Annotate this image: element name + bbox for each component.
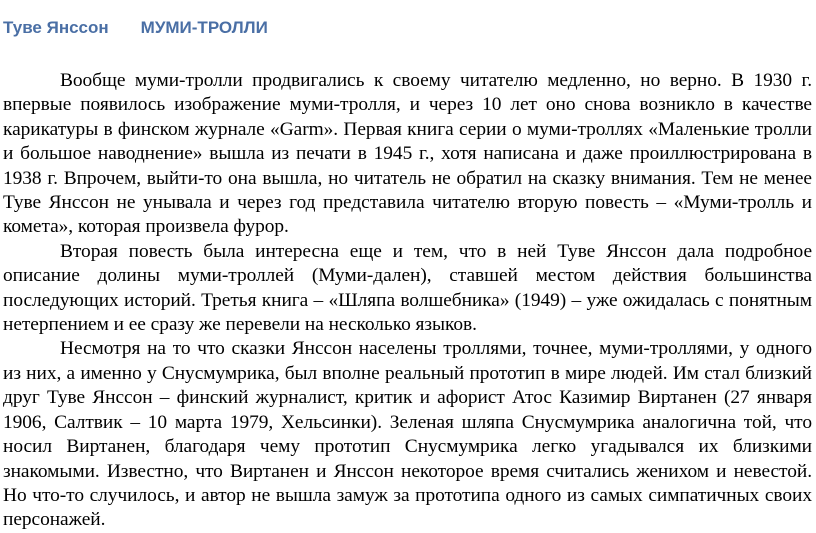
book-title: МУМИ-ТРОЛЛИ (140, 18, 268, 37)
document-header (3, 15, 812, 55)
author-name: Туве Янссон (3, 18, 109, 37)
paragraph: Вообще муми-тролли продвигались к своему читателю медленно, но верно. В 1930 г. впервые появилось изображение муми-тролля, и через 10 лет оно снова возникло в качестве карикатуры в финском журнале «Garm». Первая книга серии о муми-троллях «Маленькие тролли и большое наводнение» вышла из печати в 1945 г., хотя написана и даже проиллюстрирована в 1938 г. Впрочем, выйти-то она вышла, но читатель не обратил на сказку внимания. Тем не менее Туве Янссон не унывала и через год представила читателю вторую повесть – «Муми-тролль и комета», которая произвела фурор. (3, 70, 812, 238)
paragraph: Несмотря на то что сказки Янссон населены троллями, точнее, муми-троллями, у одного из них, а именно у Снусмумрика, был вполне реальный прототип в мире людей. Им стал близкий друг Туве Янссон – финский журналист, критик и афорист Атос Казимир Виртанен (27 января 1906, Салтвик – 10 марта 1979, Хельсинки). Зеленая шляпа Снусмумрика аналогична той, что носил Виртанен, благодаря чему прототип Снусмумрика легко угадывался их близкими знакомыми. Известно, что Виртанен и Янссон некоторое время считались женихом и невестой. Но что-то случилось, и автор не вышла замуж за прототипа одного из самых симпатичных своих персонажей. (3, 338, 812, 531)
document-body (3, 69, 812, 533)
paragraph: Вторая повесть была интересна еще и тем, что в ней Туве Янссон дала подробное описание долины муми-троллей (Муми-дален), ставшей местом действия большинства последующих историй. Третья книга – «Шляпа волшебника» (1949) – уже ожидалась с понятным нетерпением и ее сразу же перевели на несколько языков. (3, 240, 812, 336)
